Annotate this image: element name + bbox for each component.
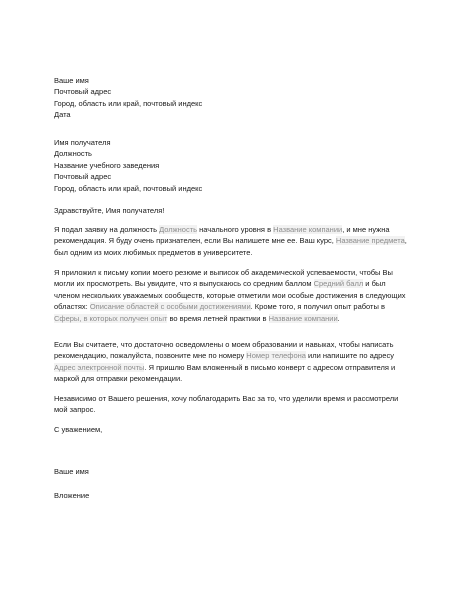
recipient-block — [54, 137, 408, 194]
sender-name[interactable]: Ваше имя — [54, 76, 89, 85]
placeholder-subject[interactable]: Название предмета — [335, 236, 405, 246]
closing — [54, 424, 408, 435]
enclosure-text[interactable]: Вложение — [54, 491, 90, 500]
placeholder-position[interactable]: Должность — [159, 225, 198, 234]
sender-address[interactable]: Почтовый адрес — [54, 87, 112, 97]
signature-name[interactable]: Ваше имя — [54, 467, 89, 476]
p1-text-1: Я подал заявку на должность — [54, 225, 160, 234]
placeholder-email[interactable]: Адрес электронной почты — [54, 362, 145, 372]
p2-text-3: . Кроме того, я получил опыт работы в — [250, 302, 385, 312]
p3-text-1: Если Вы считаете, что достаточно осведомлены о моем образовании и навыках, чтобы написать рекомендацию, пожалуйста, позвоните мне по номеру — [54, 340, 394, 361]
p3-text-3: . Я пришлю Вам вложенный в письмо конверт с адресом отправителя и маркой для отправки рекомендации. — [54, 362, 396, 384]
p2-text-4: во время летней практики в — [167, 313, 269, 323]
p2-text-2: и был членом нескольких уважаемых сообществ, которые отметили мои особые достижения в следующих областях: — [54, 279, 406, 312]
recipient-institution[interactable]: Название учебного заведения — [54, 160, 160, 170]
recipient-name[interactable]: Имя получателя — [54, 138, 111, 147]
placeholder-gpa[interactable]: Средний балл — [313, 279, 364, 289]
paragraph-thanks[interactable] — [54, 393, 408, 416]
sender-block — [54, 75, 408, 121]
paragraph-request[interactable] — [54, 224, 408, 258]
signature — [54, 466, 408, 477]
placeholder-phone[interactable]: Номер телефона — [246, 351, 306, 361]
p2-text-1: Я приложил к письму копии моего резюме и выписок об академической успеваемости, чтобы Вы могли их просмотреть. Вы увидите, что я выпускаюсь со средним баллом — [54, 268, 393, 289]
placeholder-field[interactable]: Сферы, в которых получен опыт — [54, 313, 168, 323]
sender-city[interactable]: Город, область или край, почтовый индекс — [54, 98, 203, 108]
p4-text: Независимо от Вашего решения, хочу поблагодарить Вас за то, что уделили время и рассмотрели мой запрос. — [54, 394, 399, 415]
letter-date[interactable]: Дата — [54, 110, 71, 120]
recipient-position[interactable]: Должность — [54, 149, 92, 159]
p1-text-4: , был одним из моих любимых предметов в университете. — [54, 236, 407, 257]
enclosure — [54, 490, 408, 501]
p2-text-5: . — [337, 313, 340, 323]
greeting — [54, 205, 408, 216]
p1-text-3: , и мне нужна рекомендация. Я буду очень признателен, если Вы напишете мне ее. Ваш курс, — [54, 225, 390, 246]
placeholder-company-2[interactable]: Название компании — [268, 313, 338, 323]
recipient-address[interactable]: Почтовый адрес — [54, 172, 112, 182]
p1-text-2: начального уровня в — [197, 225, 274, 234]
p3-text-2: или напишите по адресу — [305, 351, 394, 361]
placeholder-company[interactable]: Название компании — [273, 225, 343, 234]
greeting-text[interactable]: Здравствуйте, Имя получателя! — [54, 206, 165, 215]
recipient-city[interactable]: Город, область или край, почтовый индекс — [54, 183, 203, 193]
closing-text[interactable]: С уважением, — [54, 425, 103, 434]
paragraph-attachments[interactable] — [54, 267, 408, 324]
paragraph-contact[interactable] — [54, 339, 408, 385]
placeholder-achievements[interactable]: Описание областей с особыми достижениями — [89, 302, 251, 312]
